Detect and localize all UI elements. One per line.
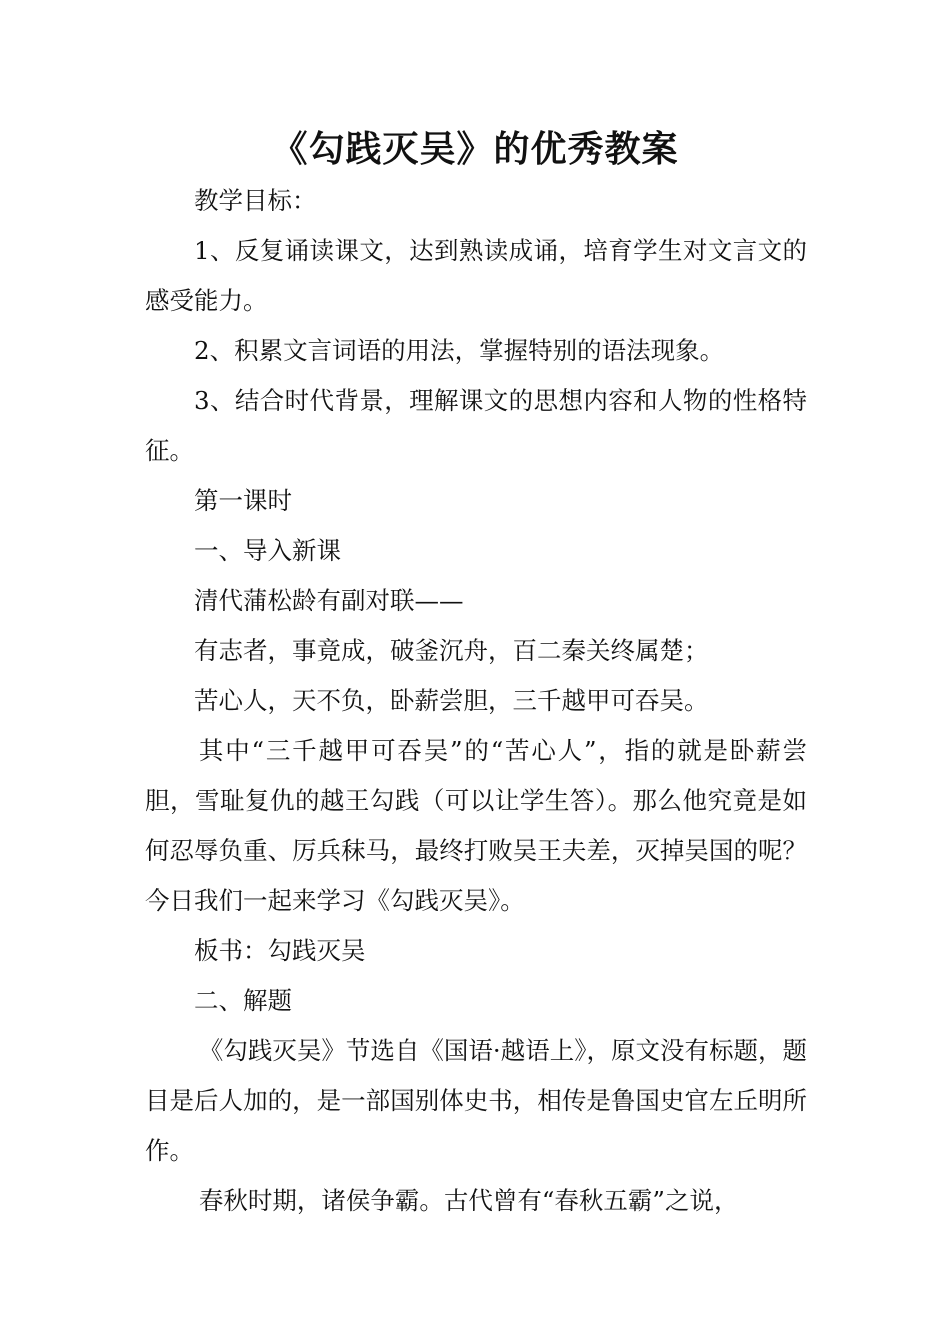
paragraph-source-note: 《勾践灭吴》节选自《国语·越语上》，原文没有标题，题目是后人加的，是一部国别体史书，相传是鲁国史官左丘明所作。 (145, 1036, 807, 1165)
paragraph-objective-1: 1、反复诵读课文，达到熟读成诵，培育学生对文言文的感受能力。 (145, 236, 807, 315)
paragraph-introduction: 其中“三千越甲可吞吴”的“苦心人”，指的就是卧薪尝胆，雪耻复仇的越王勾践（可以让学生答）。那么他究竟是如何忍辱负重、厉兵秣马，最终打败吴王夫差，灭掉吴国的呢？今日我们一起来学习《勾践灭吴》。 (145, 736, 807, 915)
document-body (145, 176, 807, 1226)
paragraph-lesson-heading: 第一课时 (194, 486, 292, 515)
paragraph-couplet-intro: 清代蒲松龄有副对联—— (194, 586, 464, 615)
paragraph-section-intro: 一、导入新课 (194, 536, 341, 565)
paragraph-board-note: 板书：勾践灭吴 (194, 936, 366, 965)
paragraph-objective-2: 2、积累文言词语的用法，掌握特别的语法现象。 (194, 336, 725, 365)
paragraph-objective-3: 3、结合时代背景，理解课文的思想内容和人物的性格特征。 (145, 386, 807, 465)
paragraph-couplet-line-2: 苦心人，天不负，卧薪尝胆，三千越甲可吞吴。 (194, 686, 709, 715)
paragraph-objectives-heading: 教学目标： (194, 186, 317, 215)
paragraph-couplet-line-1: 有志者，事竟成，破釜沉舟，百二秦关终属楚； (194, 636, 709, 665)
document-title: 《勾践灭吴》的优秀教案 (271, 129, 679, 170)
paragraph-spring-autumn: 春秋时期，诸侯争霸。古代曾有“春秋五霸”之说， (198, 1186, 739, 1215)
paragraph-section-title-explain: 二、解题 (194, 986, 292, 1015)
